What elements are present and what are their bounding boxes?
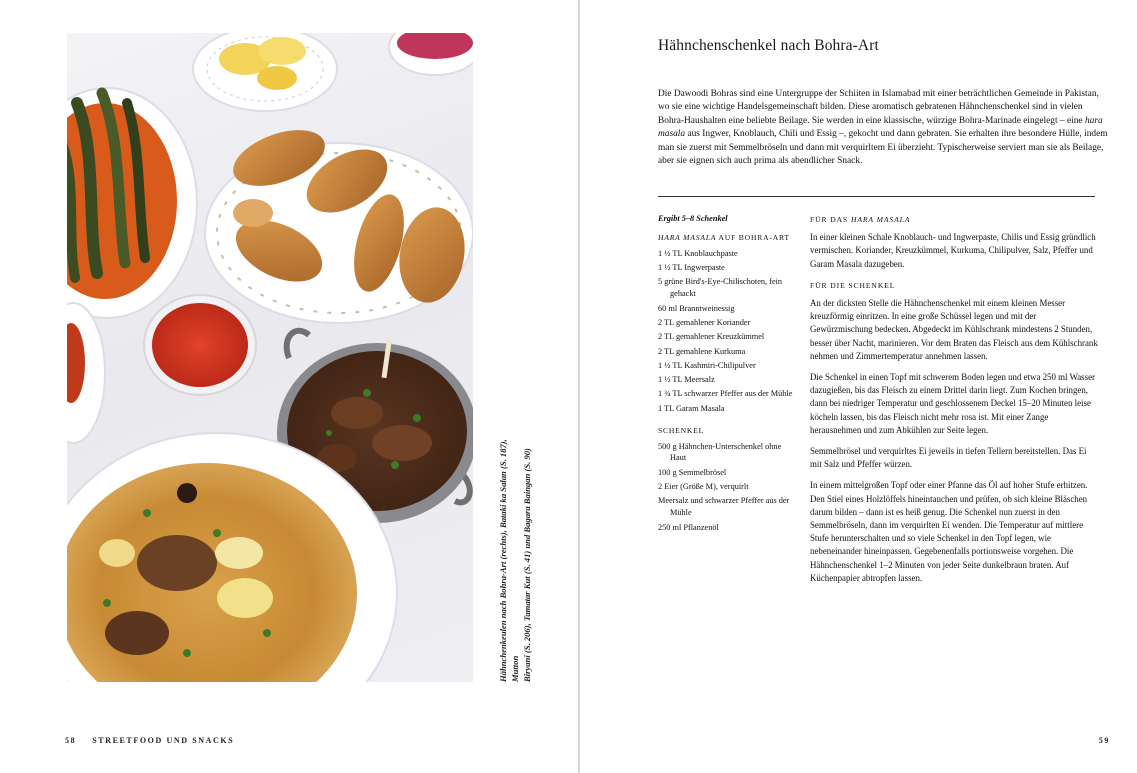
- intro-emphasis: hara masala: [658, 115, 1103, 140]
- divider-rule: [658, 196, 1095, 197]
- ingredient-item: 1 ½ TL Meersalz: [658, 375, 715, 385]
- ingredient-item: 500 g Hähnchen-Unterschenkel ohne Haut: [658, 441, 782, 463]
- chutney-bowl: [144, 295, 256, 395]
- chicken-platter: [205, 119, 473, 323]
- method-heading-marinade-rest: FÜR DAS: [810, 215, 851, 224]
- section-title: STREETFOOD UND SNACKS: [92, 736, 235, 745]
- folio-right: [1099, 736, 1110, 745]
- recipe-intro: [658, 88, 1108, 168]
- pepper-plate: [67, 88, 197, 318]
- recipe-title: Hähnchenschenkel nach Bohra-Art: [658, 37, 879, 54]
- ingredient-item: 5 grüne Bird's-Eye-Chilischoten, fein gehackt: [658, 277, 783, 299]
- method-step: In einer kleinen Schale Knoblauch- und Ingwerpaste, Chilis und Essig gründlich vermischen. Koriander, Kreuzkümmel, Kurkuma, Chilipulver, Salz, Pfeffer und Garam Masala dazugeben.: [810, 232, 1096, 269]
- ingredient-item: 2 TL gemahlener Kreuzkümmel: [658, 332, 765, 342]
- photo-caption: [497, 412, 533, 682]
- method-step: In einem mittelgroßen Topf oder einer Pfanne das Öl auf hoher Stufe erhitzen. Den Stiel eines Holzlöffels hineintauchen und prüfen, ob sich kleine Bläschen darum bilden – dann ist es heiß genug. Die Schenkel nun zuerst in den Semmelbröseln, dann im verquirlten Ei wenden. Die Temperatur auf mittlere Stufe herunterschalten und so viele Schenkel in den Topf legen, wie nebeneinander hineinpassen. Gegebenenfalls portionsweise vorgehen. Die Hähnchenschenkel 1–2 Minuten von jeder Seite dunkelbraun braten. Auf Küchenpapier abtropfen lassen.: [810, 480, 1088, 583]
- food-photo-illustration: [67, 33, 473, 682]
- ingredients-heading-marinade-em: HARA MASALA: [658, 232, 717, 242]
- ingredient-item: 2 TL gemahlener Koriander: [658, 317, 751, 327]
- food-photo: [67, 33, 473, 682]
- right-page: [580, 0, 1137, 773]
- ingredient-item: 2 TL gemahlene Kurkuma: [658, 346, 746, 356]
- ingredient-item: 100 g Semmelbrösel: [658, 467, 727, 477]
- page-number-right: 59: [1098, 736, 1110, 745]
- method-heading-marinade-em: HARA MASALA: [850, 215, 911, 224]
- lemon-plate: [193, 33, 337, 111]
- intro-text-b: aus Ingwer, Knoblauch, Chili und Essig –, gekocht und dann gebraten. Sie erhalten ihre besondere Hülle, indem man sie zuerst mit Semmelbröseln und dann mit verquirltem Ei überzieht. Typischerweise serviert man sie als Beilage, aber sie eignen sich auch prima als abendlicher Snack.: [658, 129, 1108, 167]
- caption-line-1: Hähnchenkeulen nach Bohra-Art (rechts), Bataki ka Salan (S. 187), Mutton: [498, 439, 520, 682]
- onion-bowl: [389, 33, 473, 75]
- method-step: Die Schenkel in einen Topf mit schwerem Boden legen und etwa 250 ml Wasser dazugießen, bis das Fleisch zu einem Drittel darin liegt. Zum Kochen bringen, dann bei niedriger Temperatur und geschlossenem Deckel 15–20 Minuten leise köcheln lassen, bis das Fleisch nicht mehr rosa ist. Mit einer Zange herausnehmen und zum Abkühlen zur Seite legen.: [810, 372, 1095, 435]
- ingredient-item: 1 ½ TL Knoblauchpaste: [658, 248, 738, 258]
- folio-left: [65, 736, 234, 745]
- caption-line-2: Biryani (S. 206), Tamatar Kut (S. 41) und Bagara Baingan (S. 90): [522, 448, 532, 682]
- ingredient-item: 250 ml Pflanzenöl: [658, 522, 719, 532]
- ingredients-column: [658, 213, 798, 536]
- ingredients-heading-marinade-rest: AUF BOHRA-ART: [716, 232, 790, 242]
- ingredients-heading-marinade: [658, 232, 798, 244]
- ingredient-item: 1 ¾ TL schwarzer Pfeffer aus der Mühle: [658, 389, 793, 399]
- recipe-yield: Ergibt 5–8 Schenkel: [658, 214, 728, 223]
- ingredient-item: Meersalz und schwarzer Pfeffer aus der Mühle: [658, 496, 790, 518]
- ingredient-item: 60 ml Branntweinessig: [658, 303, 735, 313]
- ingredient-item: 1 ½ TL Ingwerpaste: [658, 263, 725, 273]
- ingredient-item: 2 Eier (Größe M), verquirlt: [658, 482, 749, 491]
- page-number-left: 58: [65, 736, 77, 745]
- method-step: An der dicksten Stelle die Hähnchenschenkel mit einem kleinen Messer kreuzförmig einritzen. In eine große Schüssel legen und mit der Gewürzmischung bedecken. Abgedeckt im Kühlschrank mindestens 2 Stunden, besser über Nacht, marinieren. Vor dem Braten das Fleisch aus dem Kühlschrank nehmen und Zimmertemperatur annehmen lassen.: [810, 298, 1098, 361]
- method-heading-thighs: FÜR DIE SCHENKEL: [810, 280, 896, 290]
- ingredient-item: 1 ½ TL Kashmiri-Chilipulver: [658, 360, 756, 370]
- method-heading-marinade: [810, 213, 1098, 226]
- intro-text-a: Die Dawoodi Bohras sind eine Untergruppe der Schiiten in Islamabad mit einer beträchtlichen Gemeinde in Pakistan, wo sie eine wichtige Handelsgemeinschaft bilden. Diese aromatisch gebratenen Hähnchenschenkel sind in vielen Bohra-Haushalten eine beliebte Beilage. Sie werden in eine klassische, würzige Bohra-Marinade eingelegt – eine: [658, 89, 1099, 126]
- left-bowl: [67, 303, 105, 443]
- method-column: [810, 213, 1098, 593]
- method-step: Semmelbrösel und verquirltes Ei jeweils in tiefen Tellern bereitstellen. Das Ei mit Salz und Pfeffer würzen.: [810, 446, 1087, 470]
- ingredients-heading-thighs: SCHENKEL: [658, 425, 705, 435]
- ingredient-item: 1 TL Garam Masala: [658, 403, 725, 413]
